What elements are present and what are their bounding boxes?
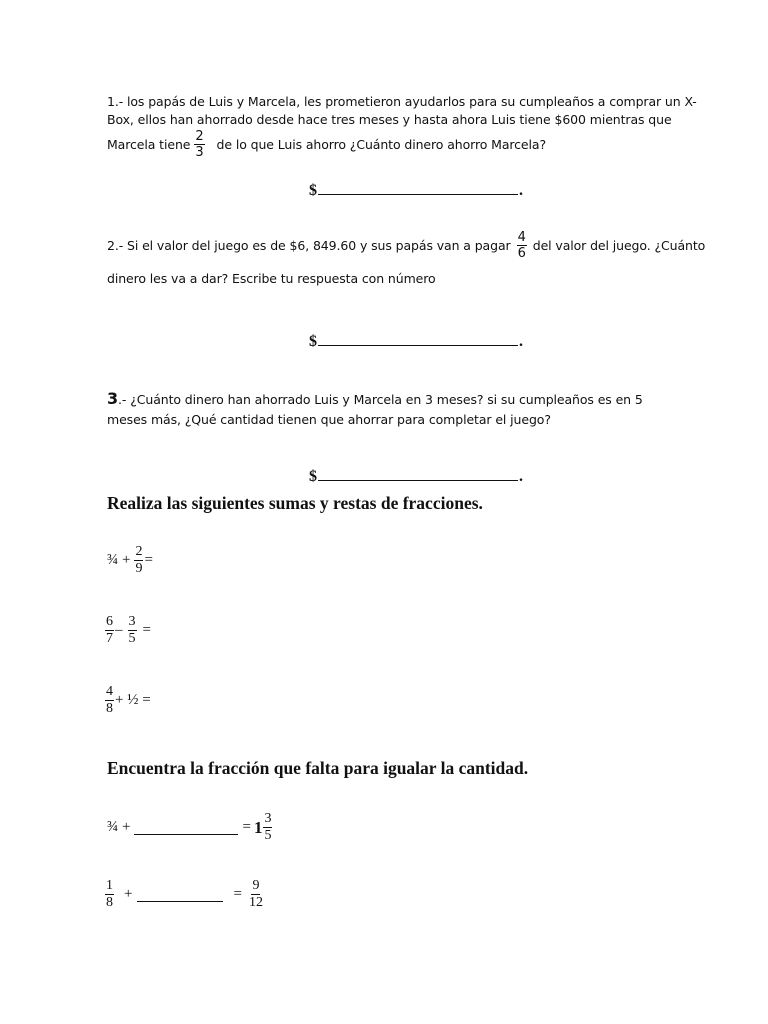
fraction-denominator: 8 <box>106 701 113 716</box>
problem-1-text-after: de lo que Luis ahorro ¿Cuánto dinero ahorro Marcela? <box>216 137 546 152</box>
problem-2-line-1 <box>107 231 705 260</box>
fraction-two-thirds <box>194 130 204 159</box>
fraction-six-sevenths <box>105 615 114 646</box>
missing-fraction-exercise-1 <box>107 812 272 843</box>
exercise-first-term: ¾ + <box>107 819 131 835</box>
fraction-denominator: 6 <box>517 246 526 261</box>
equals-sign: = <box>144 552 153 568</box>
exercise-3 <box>105 685 151 716</box>
problem-3-number: 3 <box>107 389 119 408</box>
equals-sign: = <box>142 622 151 638</box>
exercise-1-first-term: ¾ + <box>107 552 131 568</box>
fraction-four-eighths <box>105 685 114 716</box>
answer-line-2[interactable] <box>309 331 523 351</box>
fraction-denominator: 3 <box>195 145 204 160</box>
dollar-sign: $ <box>309 333 317 350</box>
fraction-denominator: 8 <box>106 895 113 910</box>
missing-fraction-blank[interactable] <box>134 820 238 835</box>
dollar-sign: $ <box>309 468 317 485</box>
problem-3-text: .- ¿Cuánto dinero han ahorrado Luis y Marcela en 3 meses? si su cumpleaños es en 5 <box>118 392 643 407</box>
fraction-numerator: 4 <box>517 230 526 245</box>
problem-1-line-1: 1.- los papás de Luis y Marcela, les prometieron ayudarlos para su cumpleaños a comprar un X- <box>107 94 697 109</box>
exercise-2 <box>105 615 151 646</box>
answer-blank[interactable] <box>318 331 518 346</box>
fraction-denominator: 12 <box>248 895 263 910</box>
fraction-numerator: 3 <box>128 614 136 629</box>
fraction-numerator: 2 <box>135 544 143 559</box>
problem-1-line-3 <box>107 130 546 159</box>
answer-period: . <box>519 182 523 199</box>
fraction-numerator: 9 <box>252 878 260 893</box>
fraction-four-sixths <box>517 231 527 260</box>
answer-blank[interactable] <box>318 180 518 195</box>
answer-line-1[interactable] <box>309 180 523 200</box>
whole-number: 1 <box>253 817 263 837</box>
exercise-1 <box>107 545 153 576</box>
problem-3-line-1 <box>107 391 643 407</box>
problem-2-text-after: del valor del juego. ¿Cuánto <box>532 238 706 253</box>
missing-fraction-blank[interactable] <box>137 887 223 902</box>
exercise-3-rest: + ½ = <box>115 692 151 708</box>
fraction-numerator: 3 <box>264 811 272 826</box>
fraction-two-ninths <box>134 545 143 576</box>
problem-1-text-before: Marcela tiene <box>107 137 191 152</box>
fraction-numerator: 6 <box>106 614 113 629</box>
fraction-numerator: 2 <box>195 129 204 144</box>
answer-period: . <box>519 333 523 350</box>
fraction-nine-twelfths <box>248 879 264 910</box>
problem-2-text-before: 2.- Si el valor del juego es de $6, 849.60 y sus papás van a pagar <box>107 238 511 253</box>
fraction-one-eighth <box>105 879 114 910</box>
fraction-numerator: 4 <box>106 684 113 699</box>
minus-sign: – <box>115 622 123 638</box>
fraction-three-fifths <box>128 615 137 646</box>
section-heading-sums: Realiza las siguientes sumas y restas de fracciones. <box>107 493 483 513</box>
section-heading-missing-fraction: Encuentra la fracción que falta para igualar la cantidad. <box>107 758 529 778</box>
answer-line-3[interactable] <box>309 466 523 486</box>
equals-sign: = <box>233 886 242 902</box>
fraction-three-fifths <box>263 812 272 843</box>
dollar-sign: $ <box>309 182 317 199</box>
answer-blank[interactable] <box>318 466 518 481</box>
answer-period: . <box>519 468 523 485</box>
equals-sign: = <box>242 819 251 835</box>
fraction-denominator: 5 <box>128 631 136 646</box>
fraction-denominator: 7 <box>106 631 113 646</box>
fraction-denominator: 9 <box>135 561 143 576</box>
problem-1-line-2: Box, ellos han ahorrado desde hace tres meses y hasta ahora Luis tiene $600 mientras que <box>107 112 672 127</box>
problem-2-line-2: dinero les va a dar? Escribe tu respuesta con número <box>107 271 436 286</box>
fraction-denominator: 5 <box>264 828 272 843</box>
problem-3-line-2: meses más, ¿Qué cantidad tienen que ahorrar para completar el juego? <box>107 412 551 427</box>
missing-fraction-exercise-2 <box>105 879 264 910</box>
fraction-numerator: 1 <box>106 878 113 893</box>
plus-sign: + <box>124 886 133 902</box>
